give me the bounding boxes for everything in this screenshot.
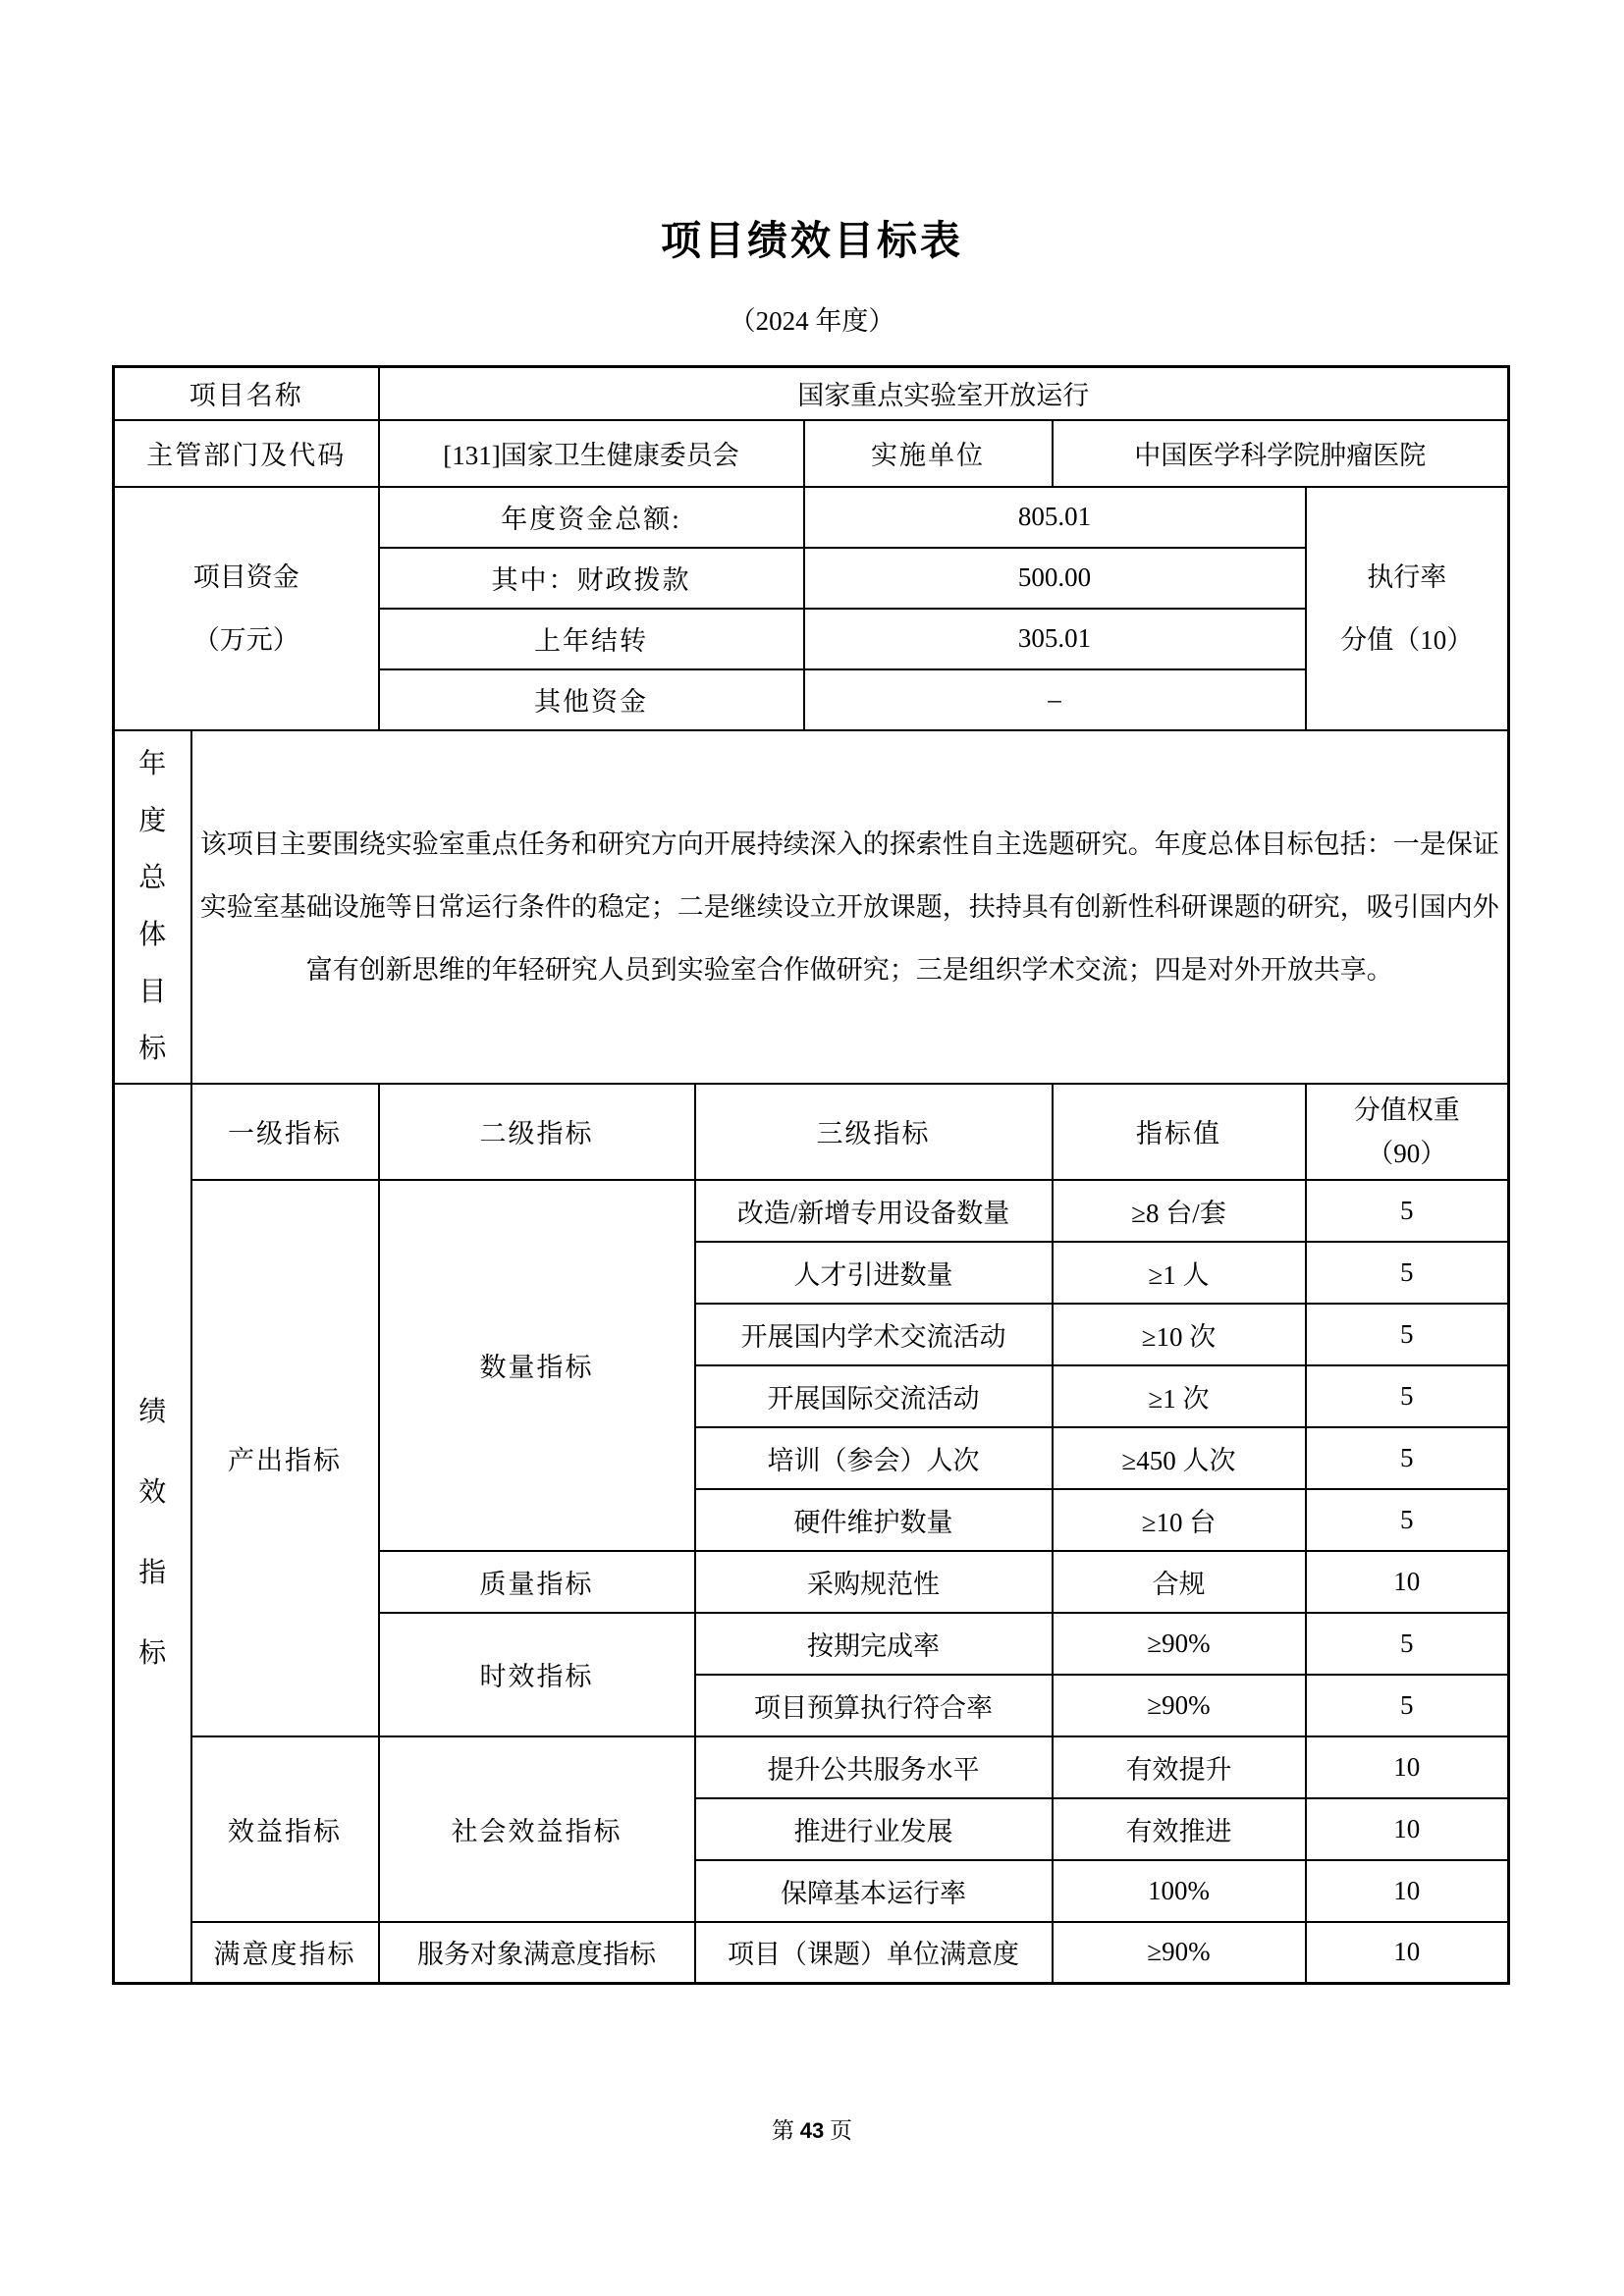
level1-output: 产出指标 [191, 1180, 379, 1736]
footer-prefix: 第 [772, 2118, 794, 2143]
header-value: 指标值 [1053, 1084, 1306, 1180]
indicator-value: ≥1 人 [1053, 1242, 1306, 1304]
indicator-weight: 5 [1306, 1613, 1509, 1675]
execution-rate-line1: 执行率 [1367, 561, 1447, 592]
execution-rate-line2: 分值（10） [1340, 624, 1474, 655]
annual-goal-label: 年度总体目标 [114, 730, 191, 1084]
indicator-weight: 10 [1306, 1922, 1509, 1984]
indicator-value: 合规 [1053, 1551, 1306, 1613]
table-row [114, 420, 1509, 487]
level1-benefit: 效益指标 [191, 1736, 379, 1922]
indicator-value: 有效提升 [1053, 1736, 1306, 1798]
indicator-weight: 5 [1306, 1242, 1509, 1304]
funds-carryover-value: 305.01 [804, 609, 1306, 669]
indicator-weight: 5 [1306, 1304, 1509, 1365]
indicator-weight: 10 [1306, 1798, 1509, 1860]
table-row [114, 487, 1509, 548]
indicator-weight: 5 [1306, 1427, 1509, 1489]
header-weight: 分值权重 （90） [1306, 1084, 1509, 1180]
indicator-name: 人才引进数量 [695, 1242, 1053, 1304]
indicator-name: 开展国内学术交流活动 [695, 1304, 1053, 1365]
indicator-weight: 5 [1306, 1180, 1509, 1242]
indicator-row [114, 1180, 1509, 1242]
indicator-weight: 5 [1306, 1365, 1509, 1427]
indicator-weight: 10 [1306, 1860, 1509, 1922]
level2-timeliness: 时效指标 [379, 1613, 695, 1736]
indicator-value: ≥8 台/套 [1053, 1180, 1306, 1242]
annual-goal-text: 该项目主要围绕实验室重点任务和研究方向开展持续深入的探索性自主选题研究。年度总体目标包括：一是保证实验室基础设施等日常运行条件的稳定；二是继续设立开放课题，扶持具有创新性科研课题的研究，吸引国内外富有创新思维的年轻研究人员到实验室合作做研究；三是组织学术交流；四是对外开放共享。 [191, 730, 1509, 1084]
performance-target-table [112, 365, 1510, 1985]
indicator-value: ≥1 次 [1053, 1365, 1306, 1427]
page-number-footer [0, 2112, 1624, 2145]
indicator-name: 改造/新增专用设备数量 [695, 1180, 1053, 1242]
indicator-weight: 10 [1306, 1551, 1509, 1613]
indicator-weight: 5 [1306, 1675, 1509, 1736]
indicator-weight: 10 [1306, 1736, 1509, 1798]
indicator-value: ≥10 次 [1053, 1304, 1306, 1365]
funds-carryover-label: 上年结转 [379, 609, 804, 669]
indicator-name: 按期完成率 [695, 1613, 1053, 1675]
header-level3: 三级指标 [695, 1084, 1053, 1180]
table-row [114, 367, 1509, 420]
indicator-value: ≥90% [1053, 1613, 1306, 1675]
implementing-unit-label: 实施单位 [804, 420, 1053, 487]
indicator-value: ≥10 台 [1053, 1489, 1306, 1551]
funds-total-label: 年度资金总额: [379, 487, 804, 548]
footer-suffix: 页 [829, 2118, 852, 2143]
indicator-row [114, 1736, 1509, 1798]
indicator-name: 提升公共服务水平 [695, 1736, 1053, 1798]
page-subtitle: （2024 年度） [729, 306, 895, 336]
project-funds-label-line2: （万元） [192, 624, 299, 655]
indicator-name: 项目（课题）单位满意度 [695, 1922, 1053, 1984]
funds-total-value: 805.01 [804, 487, 1306, 548]
department-label: 主管部门及代码 [114, 420, 379, 487]
funds-other-label: 其他资金 [379, 669, 804, 730]
table-row [114, 730, 1509, 1084]
project-name-value: 国家重点实验室开放运行 [379, 367, 1509, 420]
level2-quantity: 数量指标 [379, 1180, 695, 1551]
indicator-name: 开展国际交流活动 [695, 1365, 1053, 1427]
indicator-name: 项目预算执行符合率 [695, 1675, 1053, 1736]
level2-service-satisfaction: 服务对象满意度指标 [379, 1922, 695, 1984]
header-level1: 一级指标 [191, 1084, 379, 1180]
department-value: [131]国家卫生健康委员会 [379, 420, 804, 487]
indicator-value: 有效推进 [1053, 1798, 1306, 1860]
indicator-value: ≥90% [1053, 1675, 1306, 1736]
indicator-value: ≥90% [1053, 1922, 1306, 1984]
indicator-value: ≥450 人次 [1053, 1427, 1306, 1489]
project-funds-label-line1: 项目资金 [192, 561, 299, 592]
page-title: 项目绩效目标表 [661, 218, 963, 263]
funds-fiscal-label: 其中：财政拨款 [379, 548, 804, 609]
header-level2: 二级指标 [379, 1084, 695, 1180]
indicator-name: 培训（参会）人次 [695, 1427, 1053, 1489]
indicator-value: 100% [1053, 1860, 1306, 1922]
project-name-label: 项目名称 [114, 367, 379, 420]
project-funds-label [114, 487, 379, 730]
indicator-name: 保障基本运行率 [695, 1860, 1053, 1922]
indicator-name: 采购规范性 [695, 1551, 1053, 1613]
execution-rate-score-cell [1306, 487, 1509, 730]
page-number: 43 [799, 2118, 825, 2143]
performance-indicator-label: 绩效指标 [114, 1084, 191, 1984]
indicator-name: 推进行业发展 [695, 1798, 1053, 1860]
level2-social-benefit: 社会效益指标 [379, 1736, 695, 1922]
level2-quality: 质量指标 [379, 1551, 695, 1613]
level1-satisfaction: 满意度指标 [191, 1922, 379, 1984]
funds-other-value: – [804, 669, 1306, 730]
indicator-weight: 5 [1306, 1489, 1509, 1551]
indicator-name: 硬件维护数量 [695, 1489, 1053, 1551]
funds-fiscal-value: 500.00 [804, 548, 1306, 609]
indicator-header-row [114, 1084, 1509, 1180]
implementing-unit-value: 中国医学科学院肿瘤医院 [1053, 420, 1509, 487]
indicator-row [114, 1922, 1509, 1984]
